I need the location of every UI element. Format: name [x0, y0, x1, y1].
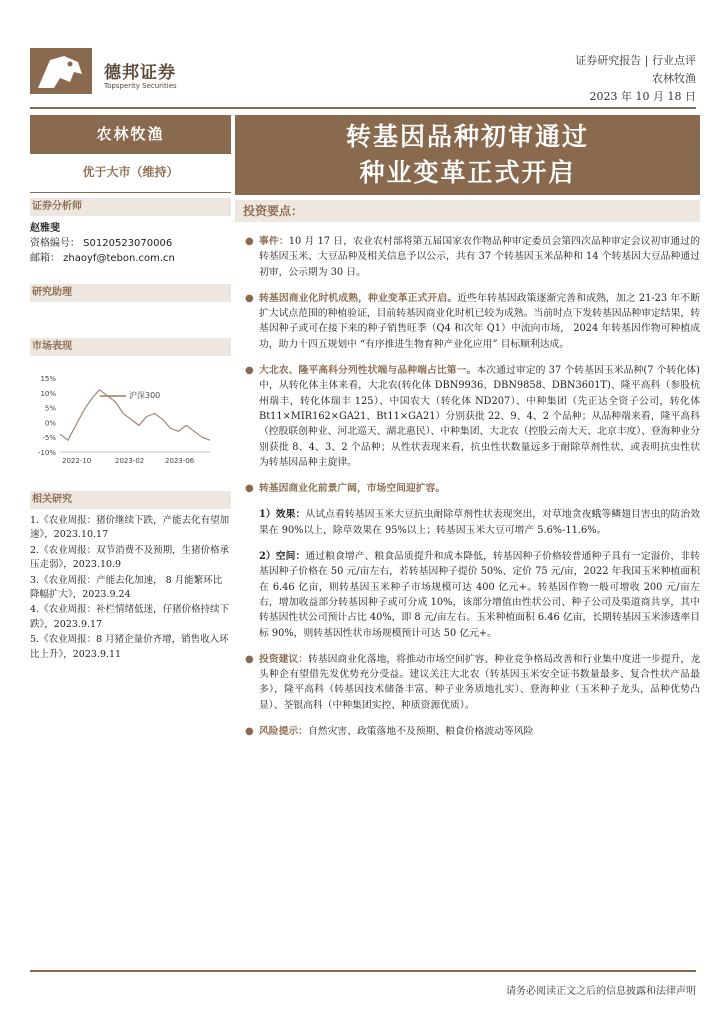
para-text: 通过粮食增产、粮食品质提升和成本降低，转基因种子价格较普通种子具有一定溢价，非转基因种子价格在 50 元/亩左右，若转基因种子提价 50%、定价 75 元/亩，2022 年我国玉米种植面积在 6.46 亿亩，则转基因玉米种子市场规模可达 400 亿元+。转基因作物一般可增收 200 元/亩左右，增加收益部分转基因种子或可分成 10%，该部分增值由性状公司、种子公司及渠道商共享，其中转基因性状公司预计占比 40%，即 8 元/亩左右。玉米种植面积 6.46 亿亩，长期转基因玉米渗透率目标 90%，则转基因性状市场规模预计可达 50 亿元+。	[259, 551, 700, 639]
research-item[interactable]: 2.《农业周报：双节消费不及预期，生猪价格承压走弱》，2023.10.9	[30, 544, 230, 571]
x-tick-label: 2022-10	[62, 457, 92, 465]
title-line-2: 种业变革正式开启	[359, 158, 576, 187]
y-tick-label: 5%	[44, 404, 56, 413]
para-sub-lead: 2）空间：	[259, 551, 306, 563]
brand-logo	[30, 48, 200, 94]
report-title	[235, 115, 700, 195]
para-lead: 转基因商业化时机成熟，种业变革正式开启。	[259, 292, 458, 304]
report-date: 2023 年 10 月 18 日	[589, 90, 696, 103]
bullet-icon: ●	[245, 726, 254, 738]
analyst-license: 资格编号： S0120523070006	[30, 238, 173, 249]
bullet-icon: ●	[245, 365, 254, 377]
analyst-info	[30, 221, 231, 266]
footer-divider	[30, 970, 696, 972]
para-prospects	[245, 481, 700, 496]
para-lead: 投资建议：	[259, 653, 309, 665]
series-line-hs300	[60, 390, 210, 440]
key-points-title: 投资要点：	[235, 200, 700, 222]
para-event	[245, 234, 700, 280]
bullet-icon: ●	[245, 483, 254, 495]
rating: 优于大市（维持）	[82, 165, 179, 179]
report-header-info	[575, 52, 696, 106]
para-text: 自然灾害、政策落地不及预期、粮食价格波动等风险	[307, 726, 534, 738]
para-lead: 风险提示：	[259, 726, 308, 738]
related-section-title: 相关研究	[30, 491, 231, 509]
header-sector: 农林牧渔	[652, 72, 696, 85]
y-tick-label: 10%	[40, 389, 56, 398]
research-item[interactable]: 5.《农业周报：8 月猪企量价齐增，销售收入环比上升》，2023.9.11	[30, 634, 229, 660]
para-lead: 事件：	[259, 236, 289, 247]
y-tick-label: 15%	[40, 375, 56, 383]
assistant-section-title: 研究助理	[30, 284, 231, 302]
related-research-list	[30, 514, 231, 663]
sector-banner: 农林牧渔	[30, 115, 231, 154]
analyst-name: 赵雅斐	[30, 223, 60, 234]
para-sub-lead: 1）效果：	[259, 509, 306, 521]
brand-logo-mark-icon	[30, 48, 92, 94]
market-section-title: 市场表现	[30, 338, 231, 356]
x-tick-label: 2023-02	[115, 457, 145, 465]
para-lead: 转基因商业化前景广阔，市场空间迎扩容。	[259, 483, 446, 495]
key-points-body	[245, 234, 700, 750]
research-item[interactable]: 3.《农业周报：产能去化加速， 8 月能繁环比降幅扩大》，2023.9.24	[30, 574, 223, 601]
para-text: 转基因商业化落地，将推动市场空间扩容、种业竞争格局改善和行业集中度进一步提升，龙头种企有望借先发优势充分受益。建议关注大北农（转基因玉米安全证书数量最多、复合性状产品最多），隆平高科（转基因技术储备丰富、种子业务质地扎实）、登海种业（玉米种子龙头，品种优势凸显）、荃银高科（中种集团实控、种质资源优质）。	[259, 653, 701, 711]
doc-type: 证券研究报告 | 行业点评	[575, 54, 696, 67]
footer-disclaimer[interactable]: 请务必阅读正文之后的信息披露和法律声明	[506, 986, 696, 997]
y-tick-label: -10%	[37, 449, 56, 457]
analyst-email[interactable]: 邮箱： zhaoyf@tebon.com.cn	[30, 253, 175, 264]
para-text: 10 月 17 日，农业农村部将第五届国家农作物品种审定委员会第四次品种审定会议初审通过的转基因玉米、大豆品种及相关信息予以公示，共有 37 个转基因玉米品种和 14 个转基因大豆品种通过初审，公示期为 30 日。	[259, 236, 701, 278]
para-leaders	[245, 363, 700, 470]
y-tick-label: 0%	[44, 419, 56, 428]
rating-divider	[30, 192, 231, 193]
legend-label: 沪深300	[129, 391, 161, 400]
x-tick-label: 2023-06	[165, 457, 195, 465]
para-text: 从试点看转基因玉米大豆抗虫耐除草剂性状表现突出，对草地贪夜蛾等鳞翅目害虫的防治效果在 90%以上，除草效果在 95%以上；转基因玉米大豆可增产 5.6%-11.6%。	[259, 509, 700, 536]
para-space	[245, 549, 700, 641]
brand-name-en: Topsperity Securities	[104, 82, 177, 90]
analyst-section-title: 证券分析师	[30, 198, 231, 216]
para-investment	[245, 652, 700, 713]
para-text: 近些年转基因政策逐渐完善和成熟，加之 21-23 年不断扩大试点范围的种植验证，目前转基因商业化时机已较为成熟。当前时点下发转基因品种审定结果，转基因种子或可在接下来的种子销售旺季（Q4 和次年 Q1）中流向市场， 2024 年转基因作物可种植成功，助力十四五规划中 “有序推进生物育种产业化应用” 目标顺利达成。	[259, 292, 700, 350]
para-commercialization	[245, 291, 700, 352]
header-divider	[30, 107, 696, 109]
research-item[interactable]: 4.《农业周报：补栏情绪低迷，仔猪价格持续下跌》，2023.9.17	[30, 604, 230, 630]
title-line-1: 转基因品种初审通过	[345, 122, 589, 151]
brand-name-cn: 德邦证券	[104, 63, 176, 83]
para-lead: 大北农、隆平高科分列性状端与品种端占比第一。	[259, 365, 477, 377]
bullet-icon: ●	[245, 292, 254, 304]
y-tick-label: -5%	[42, 434, 56, 443]
research-item[interactable]: 1.《农业周报：猪价继续下跌，产能去化有望加速》，2023.10.17	[30, 515, 230, 541]
market-chart	[30, 362, 231, 472]
bullet-icon: ●	[245, 236, 254, 247]
para-effect	[245, 507, 700, 538]
para-text: 本次通过审定的 37 个转基因玉米品种(7 个转化体)中，从转化体主体来看，大北农(转化体 DBN9936、DBN9858、DBN3601T)、隆平高科（参股杭州瑞丰，转化体瑞丰 125）、中国农大（转化体 ND207）、中种集团（先正达全资子公司，转化体 Bt11×MIR162×GA21、Bt11×GA21）分别获批 22、9、4、2 个品种；从品种端来看，隆平高科（控股联创种业、河北巡天、湖北惠民）、中种集团、大北农（控股云南大天、北京丰度）、登海种业分别获批 8、4、3、2 个品种；从性状表现来看，抗虫性状数量远多于耐除草剂性状，或表明抗虫性状为转基因品种主旋律。	[259, 365, 701, 468]
bullet-icon: ●	[245, 653, 254, 665]
para-risk	[245, 724, 700, 739]
